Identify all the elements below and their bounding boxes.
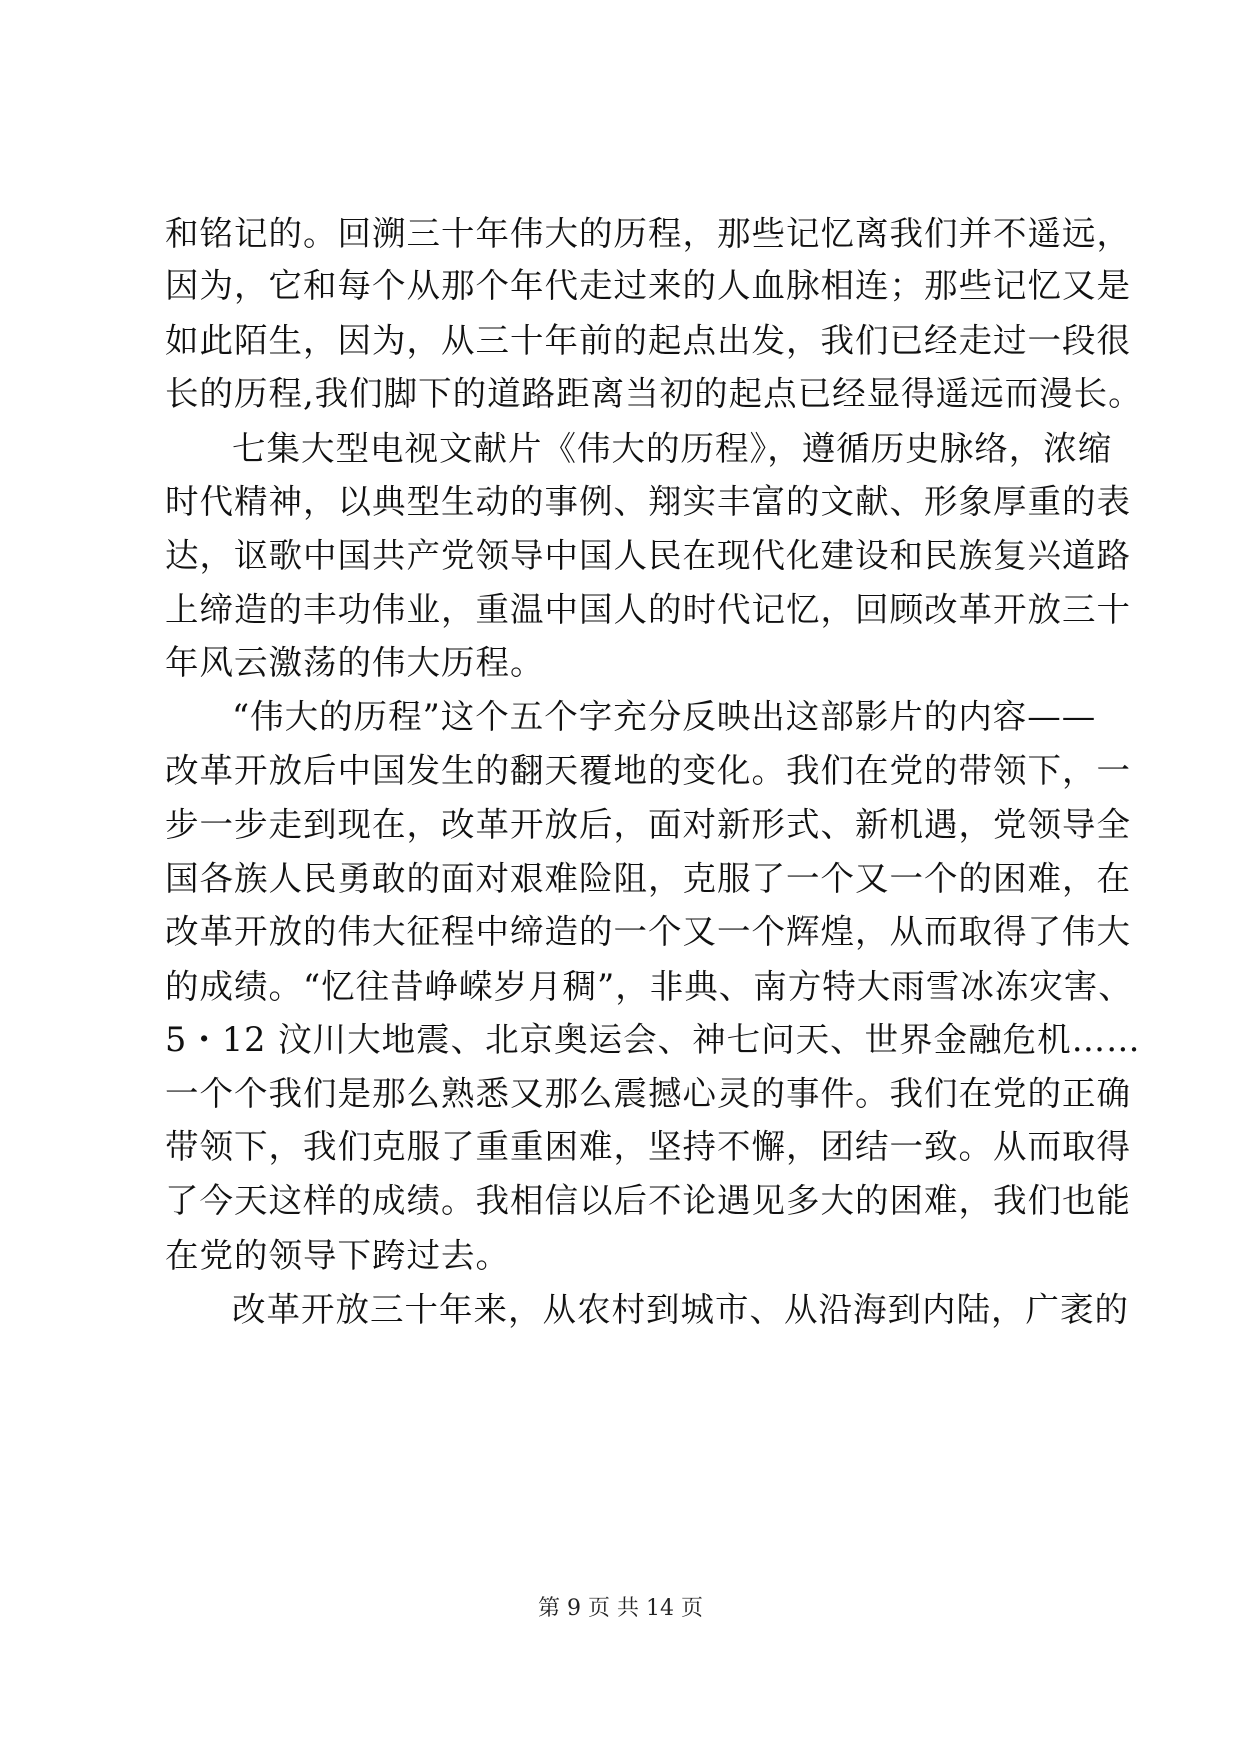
paragraph-first-line: 改革开放三十年来，从农村到城市、从沿海到内陆，广袤的 [232,1290,1129,1329]
text-line: 达，讴歌中国共产党领导中国人民在现代化建设和民族复兴道路 [165,536,1131,575]
text-line: 改革开放后中国发生的翻天覆地的变化。我们在党的带领下，一 [165,751,1131,790]
text-line: 5・12 汶川大地震、北京奥运会、神七问天、世界金融危机…… [165,1020,1141,1059]
page-number-footer: 第 9 页 共 14 页 [538,1596,703,1621]
text-line: 改革开放的伟大征程中缔造的一个又一个辉煌，从而取得了伟大 [165,912,1131,951]
text-line: 国各族人民勇敢的面对艰难险阻，克服了一个又一个的困难，在 [165,859,1131,898]
text-line: 和铭记的。回溯三十年伟大的历程，那些记忆离我们并不遥远， [165,214,1131,253]
text-line: 长的历程,我们脚下的道路距离当初的起点已经显得遥远而漫长。 [165,374,1143,413]
paragraph-first-line: “伟大的历程”这个五个字充分反映出这部影片的内容—— [232,697,1097,736]
text-line: 的成绩。“忆往昔峥嵘岁月稠”，非典、南方特大雨雪冰冻灾害、 [165,967,1133,1006]
text-line: 如此陌生，因为，从三十年前的起点出发，我们已经走过一段很 [165,321,1131,360]
text-line: 步一步走到现在，改革开放后，面对新形式、新机遇，党领导全 [165,805,1131,844]
text-line: 一个个我们是那么熟悉又那么震撼心灵的事件。我们在党的正确 [165,1074,1131,1113]
text-line: 时代精神，以典型生动的事例、翔实丰富的文献、形象厚重的表 [165,482,1131,521]
paragraph-first-line: 七集大型电视文献片《伟大的历程》，遵循历史脉络，浓缩 [232,429,1113,468]
text-line: 年风云激荡的伟大历程。 [165,643,545,682]
text-line: 因为，它和每个从那个年代走过来的人血脉相连；那些记忆又是 [165,266,1131,305]
text-line: 了今天这样的成绩。我相信以后不论遇见多大的困难，我们也能 [165,1181,1131,1220]
text-line: 上缔造的丰功伟业，重温中国人的时代记忆，回顾改革开放三十 [165,590,1131,629]
text-line: 在党的领导下跨过去。 [165,1236,510,1275]
text-line: 带领下，我们克服了重重困难，坚持不懈，团结一致。从而取得 [165,1127,1131,1166]
